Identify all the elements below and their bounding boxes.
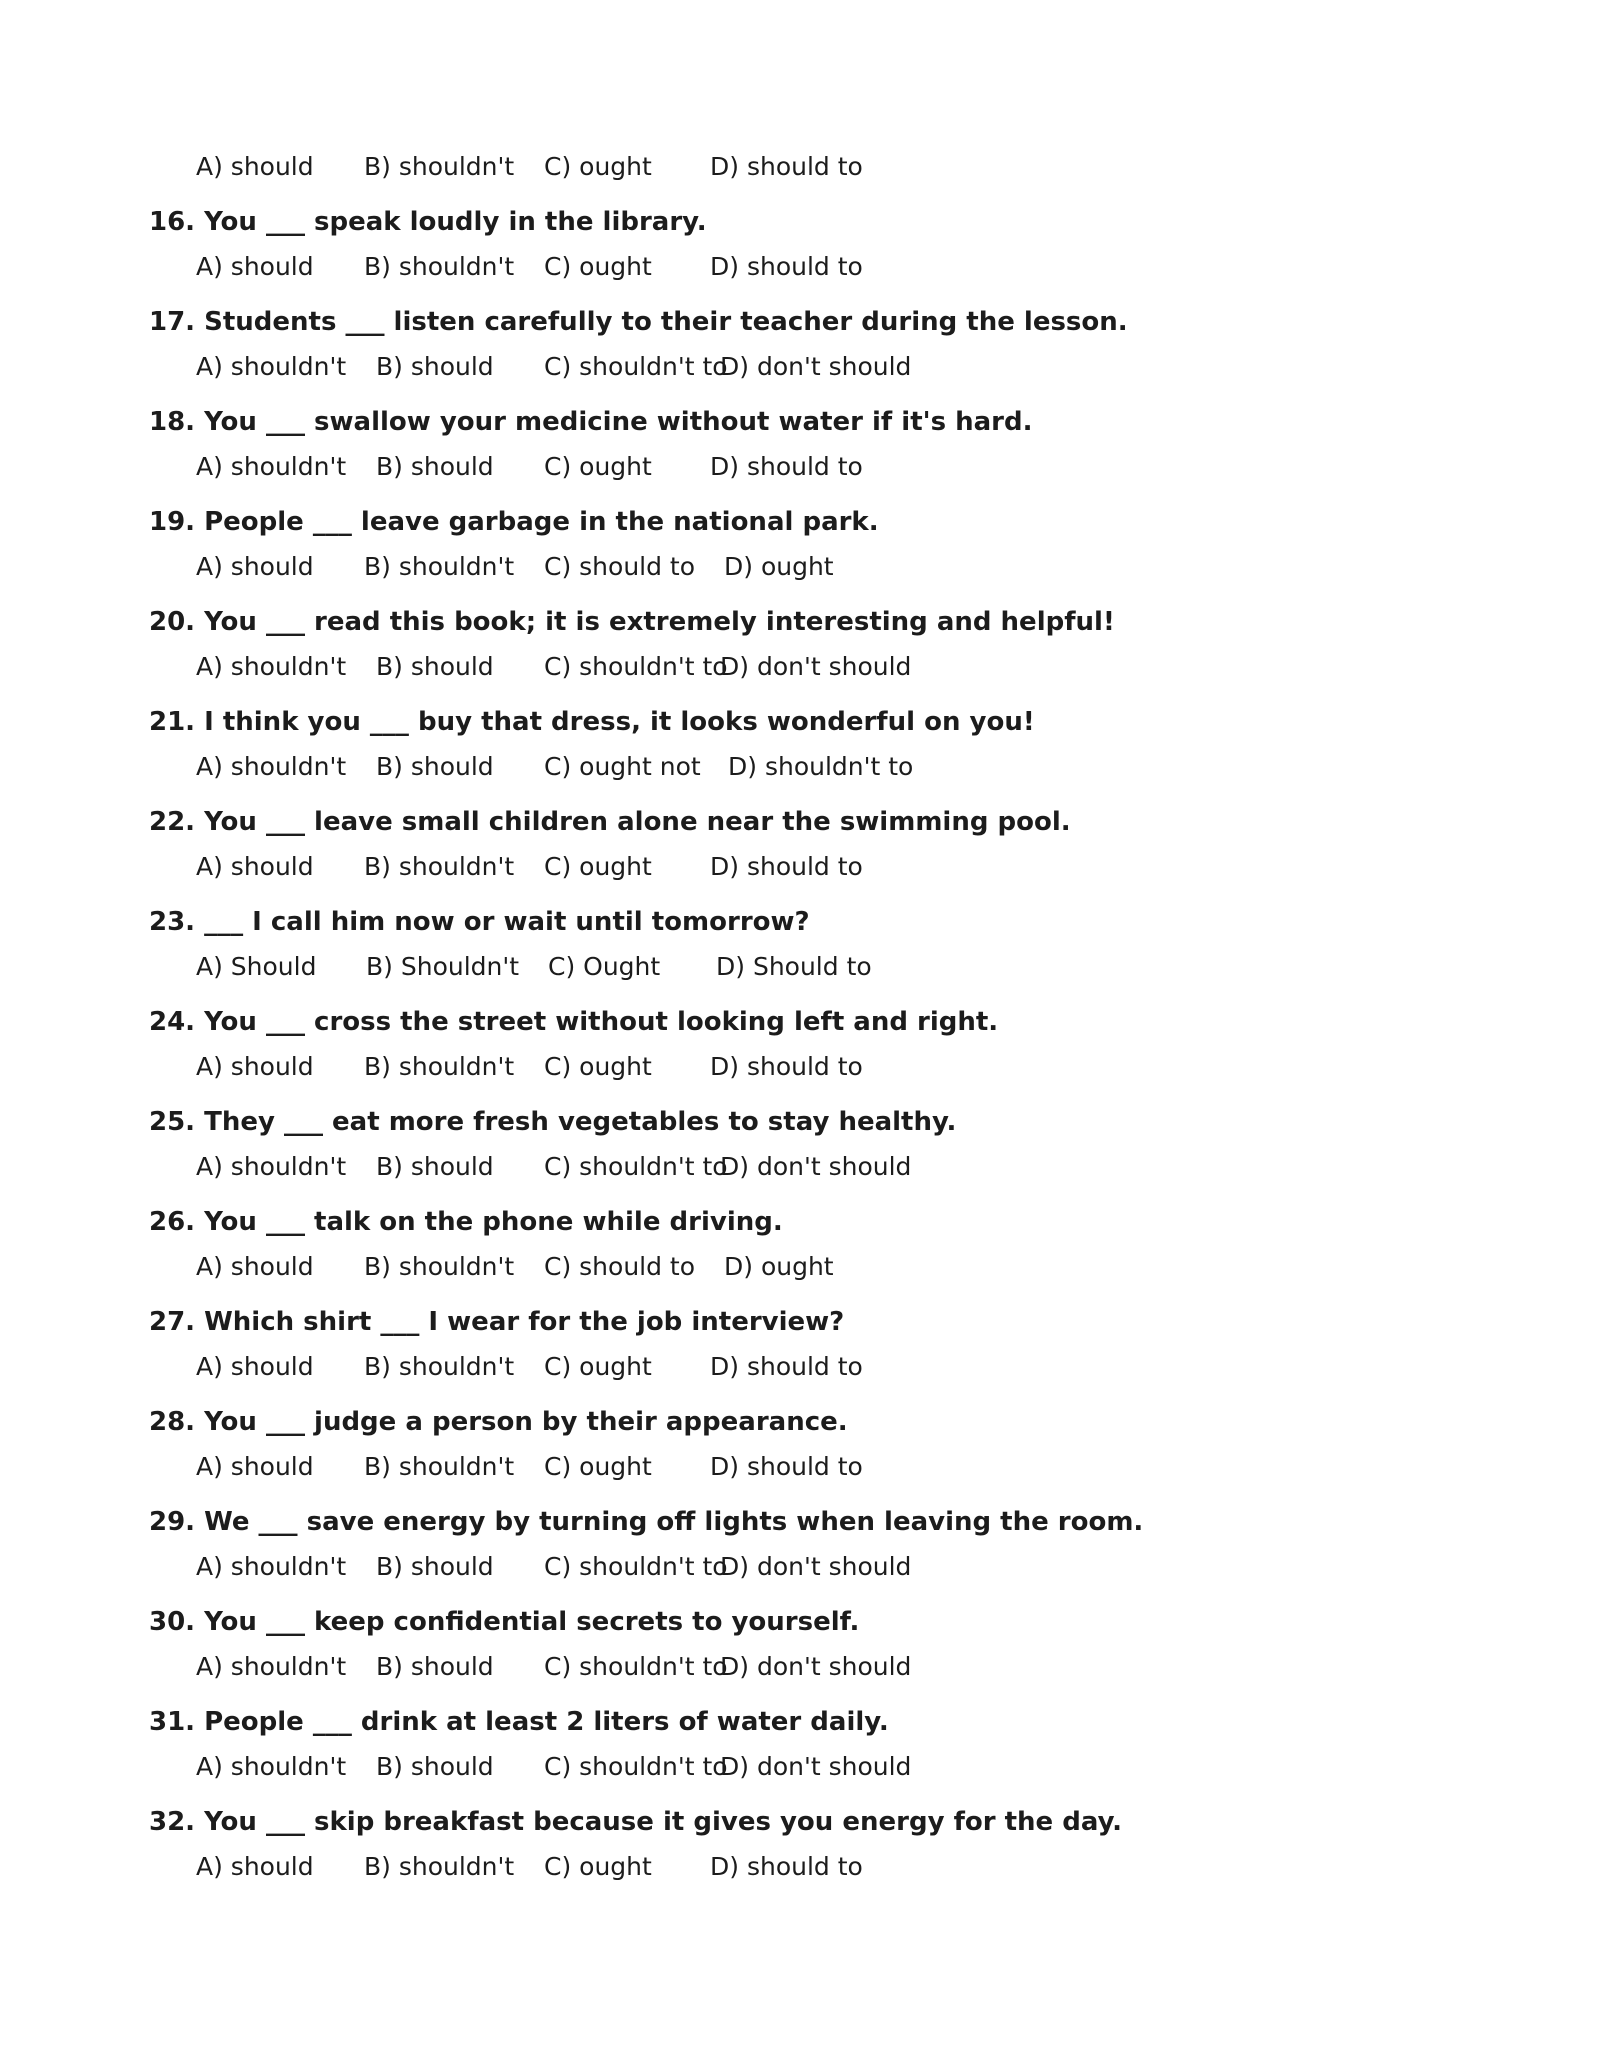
option-b: B) Shouldn't — [366, 952, 520, 981]
option-a: A) shouldn't — [196, 1152, 347, 1181]
question-text: 31. People ___ drink at least 2 liters of water daily. — [149, 1707, 889, 1737]
answer-options — [196, 845, 1196, 889]
answer-options — [196, 1145, 1196, 1189]
question-text: 21. I think you ___ buy that dress, it looks wonderful on you! — [149, 707, 1035, 737]
option-a: A) shouldn't — [196, 752, 347, 781]
option-d: D) should to — [710, 152, 863, 181]
option-a: A) should — [196, 1052, 314, 1081]
option-c: C) ought — [544, 852, 652, 881]
option-d: D) should to — [710, 452, 863, 481]
option-a: A) shouldn't — [196, 452, 347, 481]
answer-options — [196, 1745, 1196, 1789]
option-c: C) ought — [544, 1052, 652, 1081]
option-c: C) shouldn't to — [544, 1552, 728, 1581]
option-c: C) ought — [544, 452, 652, 481]
option-d: D) don't should — [720, 1652, 912, 1681]
option-d: D) should to — [710, 1852, 863, 1881]
option-d: D) ought — [724, 1252, 834, 1281]
question-text: 18. You ___ swallow your medicine without water if it's hard. — [149, 407, 1033, 437]
option-c: C) ought — [544, 1852, 652, 1881]
question-text: 28. You ___ judge a person by their appearance. — [149, 1407, 848, 1437]
option-d: D) Should to — [716, 952, 872, 981]
answer-options — [196, 245, 1196, 289]
question-text: 24. You ___ cross the street without looking left and right. — [149, 1007, 999, 1037]
answer-options — [196, 445, 1196, 489]
option-b: B) shouldn't — [364, 1852, 515, 1881]
answer-options — [196, 1045, 1196, 1089]
answer-options — [196, 1245, 1196, 1289]
option-b: B) should — [376, 1552, 494, 1581]
option-b: B) should — [376, 1152, 494, 1181]
question-text: 16. You ___ speak loudly in the library. — [149, 207, 707, 237]
option-d: D) should to — [710, 1452, 863, 1481]
question-text: 22. You ___ leave small children alone near the swimming pool. — [149, 807, 1071, 837]
option-b: B) should — [376, 652, 494, 681]
option-b: B) shouldn't — [364, 1452, 515, 1481]
option-d: D) should to — [710, 252, 863, 281]
answer-options — [196, 1345, 1196, 1389]
option-c: C) should to — [544, 552, 696, 581]
answer-options — [196, 1545, 1196, 1589]
answer-options — [196, 1645, 1196, 1689]
option-c: C) ought — [544, 152, 652, 181]
option-c: C) shouldn't to — [544, 1752, 728, 1781]
question-text: 17. Students ___ listen carefully to their teacher during the lesson. — [149, 307, 1128, 337]
answer-options — [196, 145, 1196, 189]
question-text: 25. They ___ eat more fresh vegetables to stay healthy. — [149, 1107, 957, 1137]
option-c: C) shouldn't to — [544, 352, 728, 381]
answer-options — [196, 945, 1196, 989]
option-a: A) should — [196, 152, 314, 181]
option-a: A) should — [196, 1252, 314, 1281]
option-b: B) shouldn't — [364, 1052, 515, 1081]
question-text: 27. Which shirt ___ I wear for the job interview? — [149, 1307, 845, 1337]
option-a: A) Should — [196, 952, 317, 981]
answer-options — [196, 1845, 1196, 1889]
option-b: B) should — [376, 352, 494, 381]
option-a: A) should — [196, 552, 314, 581]
answer-options — [196, 345, 1196, 389]
option-a: A) shouldn't — [196, 1652, 347, 1681]
option-d: D) don't should — [720, 652, 912, 681]
option-d: D) ought — [724, 552, 834, 581]
option-c: C) ought — [544, 1452, 652, 1481]
option-a: A) shouldn't — [196, 352, 347, 381]
question-text: 29. We ___ save energy by turning off lights when leaving the room. — [149, 1507, 1144, 1537]
option-b: B) should — [376, 1752, 494, 1781]
option-b: B) shouldn't — [364, 1352, 515, 1381]
option-d: D) shouldn't to — [728, 752, 914, 781]
option-b: B) shouldn't — [364, 852, 515, 881]
question-text: 20. You ___ read this book; it is extremely interesting and helpful! — [149, 607, 1115, 637]
option-c: C) ought — [544, 252, 652, 281]
option-a: A) shouldn't — [196, 652, 347, 681]
question-text: 23. ___ I call him now or wait until tomorrow? — [149, 907, 810, 937]
option-a: A) should — [196, 1452, 314, 1481]
option-a: A) should — [196, 1352, 314, 1381]
option-a: A) should — [196, 252, 314, 281]
option-c: C) should to — [544, 1252, 696, 1281]
option-b: B) shouldn't — [364, 552, 515, 581]
option-c: C) ought — [544, 1352, 652, 1381]
question-text: 30. You ___ keep confidential secrets to yourself. — [149, 1607, 860, 1637]
option-b: B) should — [376, 452, 494, 481]
option-d: D) don't should — [720, 1552, 912, 1581]
option-c: C) Ought — [548, 952, 661, 981]
option-d: D) don't should — [720, 1752, 912, 1781]
question-text: 26. You ___ talk on the phone while driving. — [149, 1207, 783, 1237]
option-d: D) should to — [710, 1352, 863, 1381]
answer-options — [196, 745, 1196, 789]
option-c: C) shouldn't to — [544, 1152, 728, 1181]
question-text: 32. You ___ skip breakfast because it gives you energy for the day. — [149, 1807, 1123, 1837]
option-a: A) shouldn't — [196, 1552, 347, 1581]
option-a: A) shouldn't — [196, 1752, 347, 1781]
option-c: C) ought not — [544, 752, 701, 781]
answer-options — [196, 1445, 1196, 1489]
option-b: B) should — [376, 752, 494, 781]
question-text: 19. People ___ leave garbage in the national park. — [149, 507, 879, 537]
option-a: A) should — [196, 852, 314, 881]
option-d: D) don't should — [720, 1152, 912, 1181]
option-b: B) should — [376, 1652, 494, 1681]
option-c: C) shouldn't to — [544, 652, 728, 681]
answer-options — [196, 645, 1196, 689]
option-d: D) should to — [710, 852, 863, 881]
option-b: B) shouldn't — [364, 152, 515, 181]
option-c: C) shouldn't to — [544, 1652, 728, 1681]
option-d: D) don't should — [720, 352, 912, 381]
option-b: B) shouldn't — [364, 252, 515, 281]
option-a: A) should — [196, 1852, 314, 1881]
option-b: B) shouldn't — [364, 1252, 515, 1281]
answer-options — [196, 545, 1196, 589]
option-d: D) should to — [710, 1052, 863, 1081]
